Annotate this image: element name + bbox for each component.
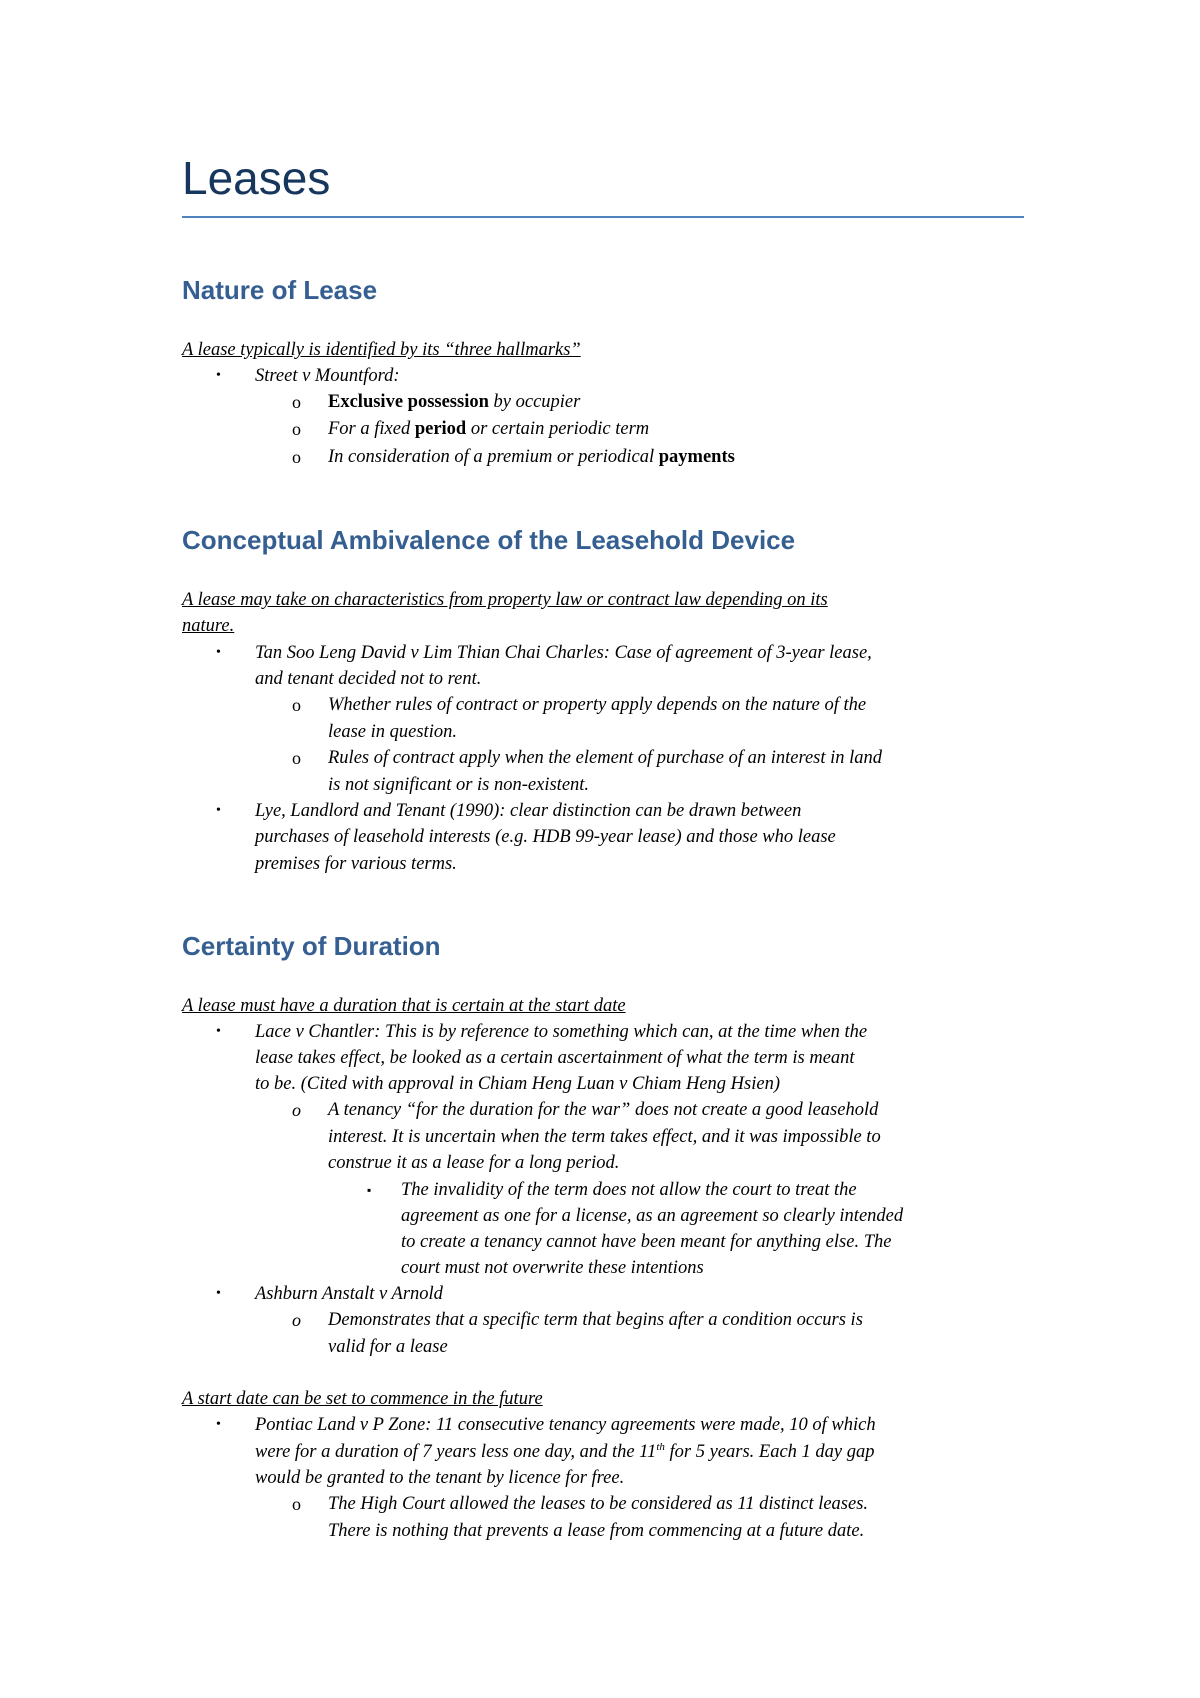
square-bullet-icon: ▪ [367, 1183, 372, 1197]
list-item: and tenant decided not to rent. [255, 669, 482, 689]
list-item: lease takes effect, be looked as a certain ascertainment of what the term is meant [255, 1048, 855, 1068]
bullet-icon: • [216, 1024, 221, 1039]
sub-bullet-icon: o [292, 392, 301, 412]
list-item: Pontiac Land v P Zone: 11 consecutive tenancy agreements were made, 10 of which [255, 1415, 876, 1435]
sub-list-item: There is nothing that prevents a lease from commencing at a future date. [328, 1521, 865, 1541]
section-intro: A lease may take on characteristics from property law or contract law depending on its [182, 590, 828, 610]
sub-sub-list-item: to create a tenancy cannot have been meant for anything else. The [401, 1232, 892, 1252]
sub-sub-list-item: agreement as one for a license, as an agreement so clearly intended [401, 1206, 904, 1226]
section-heading: Certainty of Duration [182, 931, 441, 961]
sub-list-item: is not significant or is non-existent. [328, 775, 590, 795]
list-item: Ashburn Anstalt v Arnold [255, 1284, 443, 1304]
list-item: would be granted to the tenant by licence for free. [255, 1468, 625, 1488]
sub-list-item: Exclusive possession by occupier [328, 392, 581, 412]
sub-list-item: The High Court allowed the leases to be considered as 11 distinct leases. [328, 1494, 869, 1514]
sub-list-item: For a fixed period or certain periodic term [328, 419, 650, 439]
list-item: Street v Mountford: [255, 366, 400, 386]
sub-list-item: A tenancy “for the duration for the war” does not create a good leasehold [328, 1100, 879, 1120]
bullet-icon: • [216, 1286, 221, 1301]
sub-list-item: In consideration of a premium or periodical payments [328, 447, 735, 467]
list-item: Lace v Chantler: This is by reference to something which can, at the time when the [255, 1022, 868, 1042]
sub-sub-list-item: court must not overwrite these intentions [401, 1258, 704, 1278]
sub-list-item: valid for a lease [328, 1337, 448, 1357]
section-intro: nature. [182, 616, 235, 636]
page-title: Leases [182, 152, 331, 204]
bullet-icon: • [216, 803, 221, 818]
sub-bullet-icon: o [292, 1494, 301, 1514]
section-intro: A lease must have a duration that is certain at the start date [182, 996, 626, 1016]
sub-list-item: Demonstrates that a specific term that begins after a condition occurs is [328, 1310, 863, 1330]
title-divider [182, 216, 1024, 218]
sub-list-item: interest. It is uncertain when the term takes effect, and it was impossible to [328, 1127, 881, 1147]
list-item: Lye, Landlord and Tenant (1990): clear distinction can be drawn between [255, 801, 802, 821]
bullet-icon: • [216, 368, 221, 383]
sub-bullet-icon: o [292, 1310, 301, 1330]
sub-bullet-icon: o [292, 447, 301, 467]
sub-list-item: Whether rules of contract or property apply depends on the nature of the [328, 695, 867, 715]
section-heading: Conceptual Ambivalence of the Leasehold Device [182, 525, 796, 555]
bullet-icon: • [216, 645, 221, 660]
list-item: Tan Soo Leng David v Lim Thian Chai Charles: Case of agreement of 3-year lease, [255, 643, 872, 663]
list-item: were for a duration of 7 years less one day, and the 11th for 5 years. Each 1 day gap [255, 1440, 875, 1462]
sub-sub-list-item: The invalidity of the term does not allow the court to treat the [401, 1180, 857, 1200]
sub-bullet-icon: o [292, 695, 301, 715]
sub-bullet-icon: o [292, 1100, 301, 1120]
bullet-icon: • [216, 1417, 221, 1432]
sub-bullet-icon: o [292, 419, 301, 439]
sub-bullet-icon: o [292, 748, 301, 768]
sub-list-item: Rules of contract apply when the element of purchase of an interest in land [328, 748, 883, 768]
list-item: premises for various terms. [255, 854, 457, 874]
section-intro: A start date can be set to commence in the future [182, 1389, 543, 1409]
section-intro: A lease typically is identified by its “three hallmarks” [182, 340, 581, 360]
section-heading: Nature of Lease [182, 275, 378, 305]
sub-list-item: lease in question. [328, 722, 457, 742]
sub-list-item: construe it as a lease for a long period. [328, 1153, 620, 1173]
list-item: to be. (Cited with approval in Chiam Heng Luan v Chiam Heng Hsien) [255, 1074, 780, 1094]
list-item: purchases of leasehold interests (e.g. HDB 99-year lease) and those who lease [255, 827, 836, 847]
